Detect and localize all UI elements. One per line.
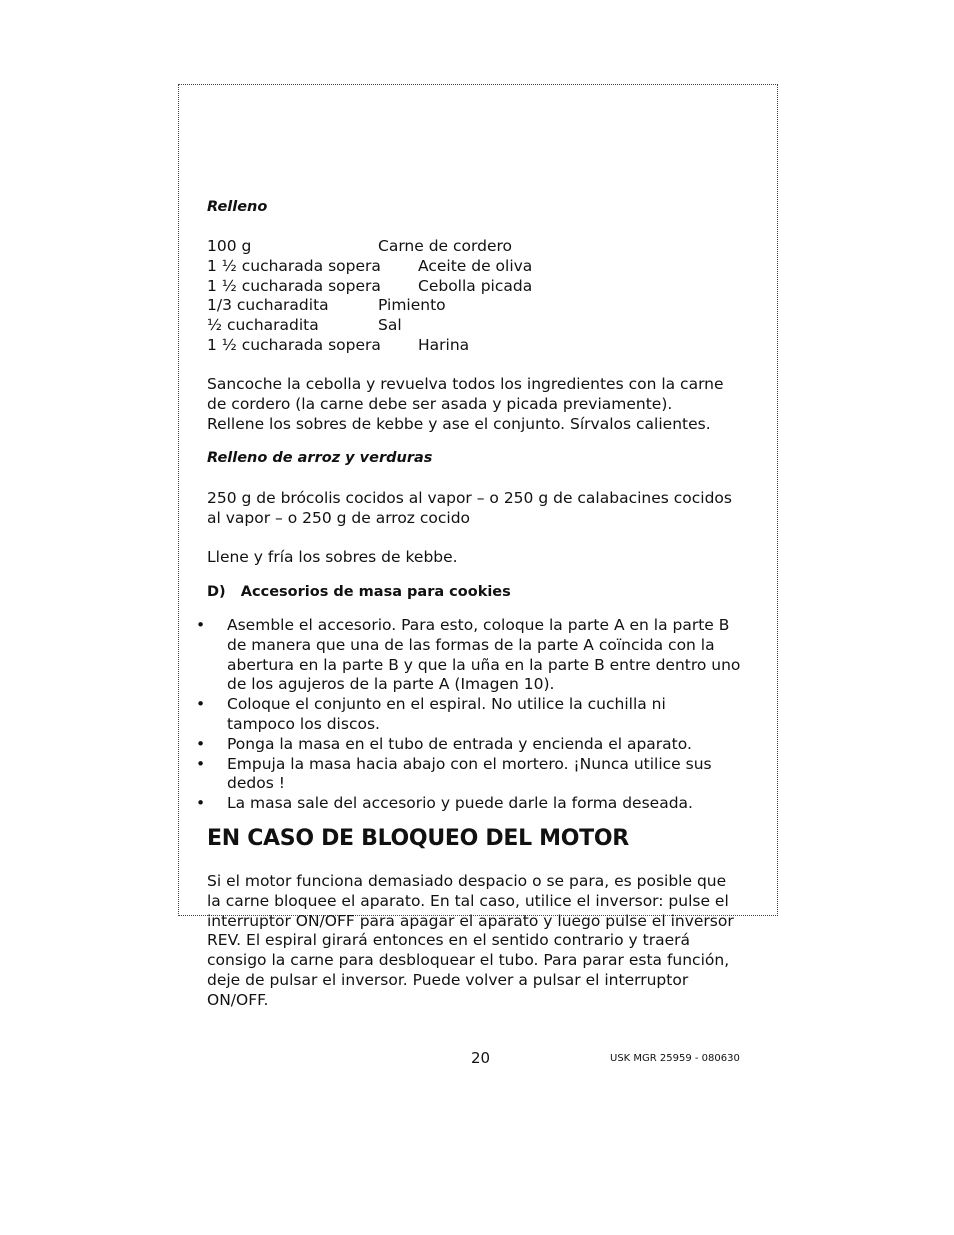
bullet-icon: • [196, 616, 206, 634]
ingredient-name: Aceite de oliva [418, 256, 533, 275]
relleno-instructions: Sancoche la cebolla y revuelva todos los ingredientes con la carne de cordero (la carne debe ser asada y picada previamente). Rellene los sobres de kebbe y ase el conjunto. Sírvalos calientes. [207, 375, 724, 433]
ingredient-qty: 1/3 cucharadita [207, 296, 329, 315]
ingredient-name: Harina [418, 336, 470, 354]
ingredient-qty: ½ cucharadita [207, 316, 319, 335]
list-item: • Ponga la masa en el tubo de entrada y encienda el aparato. [196, 734, 692, 753]
ingredient-qty: 1 ½ cucharada sopera [207, 276, 381, 295]
ingredient-name: Pimiento [378, 296, 446, 315]
bullet-icon: • [196, 734, 206, 753]
list-item: • La masa sale del accesorio y puede darle la forma deseada. [196, 794, 693, 813]
ingredient-qty: 1 ½ cucharada sopera [207, 256, 381, 275]
list-item: • Asemble el accesorio. Para esto, coloque la parte A en la parte B de manera que una de las formas de la parte A coïncida con la abertura en la parte B y que la uña en la parte B entre dentro uno de los agujeros de la parte A (Imagen 10). [196, 616, 741, 694]
cookies-bullet-list [196, 616, 752, 814]
ingredient-row [207, 257, 532, 277]
ingredient-qty: 1 ½ cucharada sopera [207, 336, 381, 354]
ingredient-name: Carne de cordero [378, 237, 513, 255]
relleno-title: Relleno [207, 199, 268, 215]
ingredient-row [207, 336, 469, 356]
ingredient-row [207, 237, 512, 257]
ingredient-row [207, 316, 402, 336]
motor-heading: EN CASO DE BLOQUEO DEL MOTOR [207, 826, 629, 851]
relleno-arroz-title: Relleno de arroz y verduras [207, 450, 433, 466]
ingredient-qty: 100 g [207, 237, 252, 255]
document-code: USK MGR 25959 - 080630 [610, 1053, 740, 1064]
ingredient-name: Sal [378, 316, 402, 335]
bullet-icon: • [196, 695, 206, 714]
motor-text: Si el motor funciona demasiado despacio o se para, es posible que la carne bloquee el aparato. En tal caso, utilice el inversor: pulse el interruptor ON/OFF para apagar el aparato y luego pulse el inversor REV. El espiral girará entonces en el sentido contrario y traerá consigo la carne para desbloquear el tubo. Para parar esta función, deje de pulsar el inversor. Puede volver a pulsar el interruptor ON/OFF. [207, 872, 734, 1009]
list-item: • Empuja la masa hacia abajo con el mortero. ¡Nunca utilice sus dedos ! [196, 754, 712, 793]
relleno-arroz-text: 250 g de brócolis cocidos al vapor – o 250 g de calabacines cocidos al vapor – o 250 g de arroz cocido [207, 489, 732, 527]
ingredient-row [207, 277, 532, 297]
bullet-icon: • [196, 794, 206, 813]
cookies-section-title: D) Accesorios de masa para cookies [207, 584, 511, 600]
bullet-icon: • [196, 754, 206, 773]
page-number: 20 [471, 1049, 491, 1067]
ingredient-name: Cebolla picada [418, 276, 533, 295]
relleno-arroz-fill: Llene y fría los sobres de kebbe. [207, 548, 458, 566]
list-item: • Coloque el conjunto en el espiral. No utilice la cuchilla ni tampoco los discos. [196, 695, 666, 733]
ingredient-row [207, 296, 446, 316]
